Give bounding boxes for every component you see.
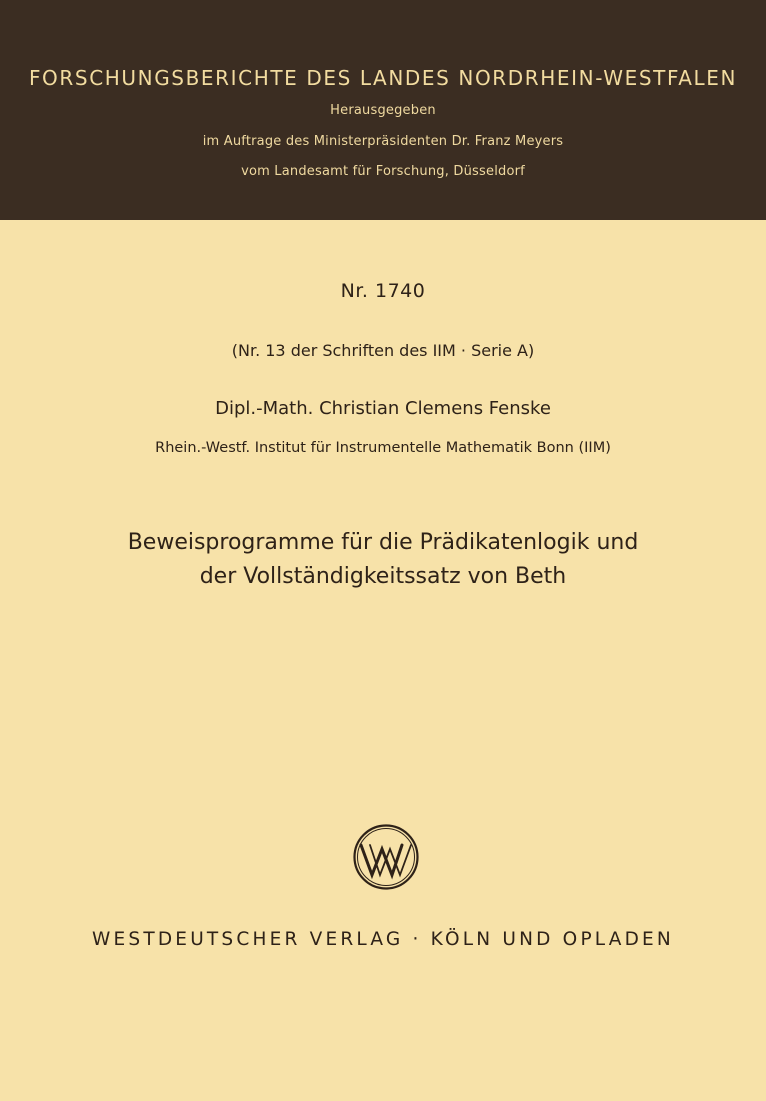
series-title: FORSCHUNGSBERICHTE DES LANDES NORDRHEIN-WESTFALEN <box>28 66 738 90</box>
author-name: Dipl.-Math. Christian Clemens Fenske <box>215 398 551 419</box>
subseries-note: (Nr. 13 der Schriften des IIM · Serie A) <box>231 341 535 360</box>
institute-name: Rhein.-Westf. Institut für Instrumentelle Mathematik Bonn (IIM) <box>155 440 611 456</box>
ww-monogram-icon <box>352 823 420 891</box>
book-title <box>0 526 766 594</box>
office-line: vom Landesamt für Forschung, Düsseldorf <box>241 164 525 179</box>
book-title-line-1: Beweisprogramme für die Prädikatenlogik und <box>127 530 639 555</box>
report-number: Nr. 1740 <box>340 280 426 302</box>
commission-line: im Auftrage des Ministerpräsidenten Dr. Franz Meyers <box>202 134 564 149</box>
book-title-line-2: der Vollständigkeitssatz von Beth <box>199 564 567 589</box>
edited-by-label: Herausgegeben <box>330 103 436 118</box>
header-band <box>0 0 766 220</box>
publisher-imprint: WESTDEUTSCHER VERLAG · KÖLN UND OPLADEN <box>92 929 674 950</box>
